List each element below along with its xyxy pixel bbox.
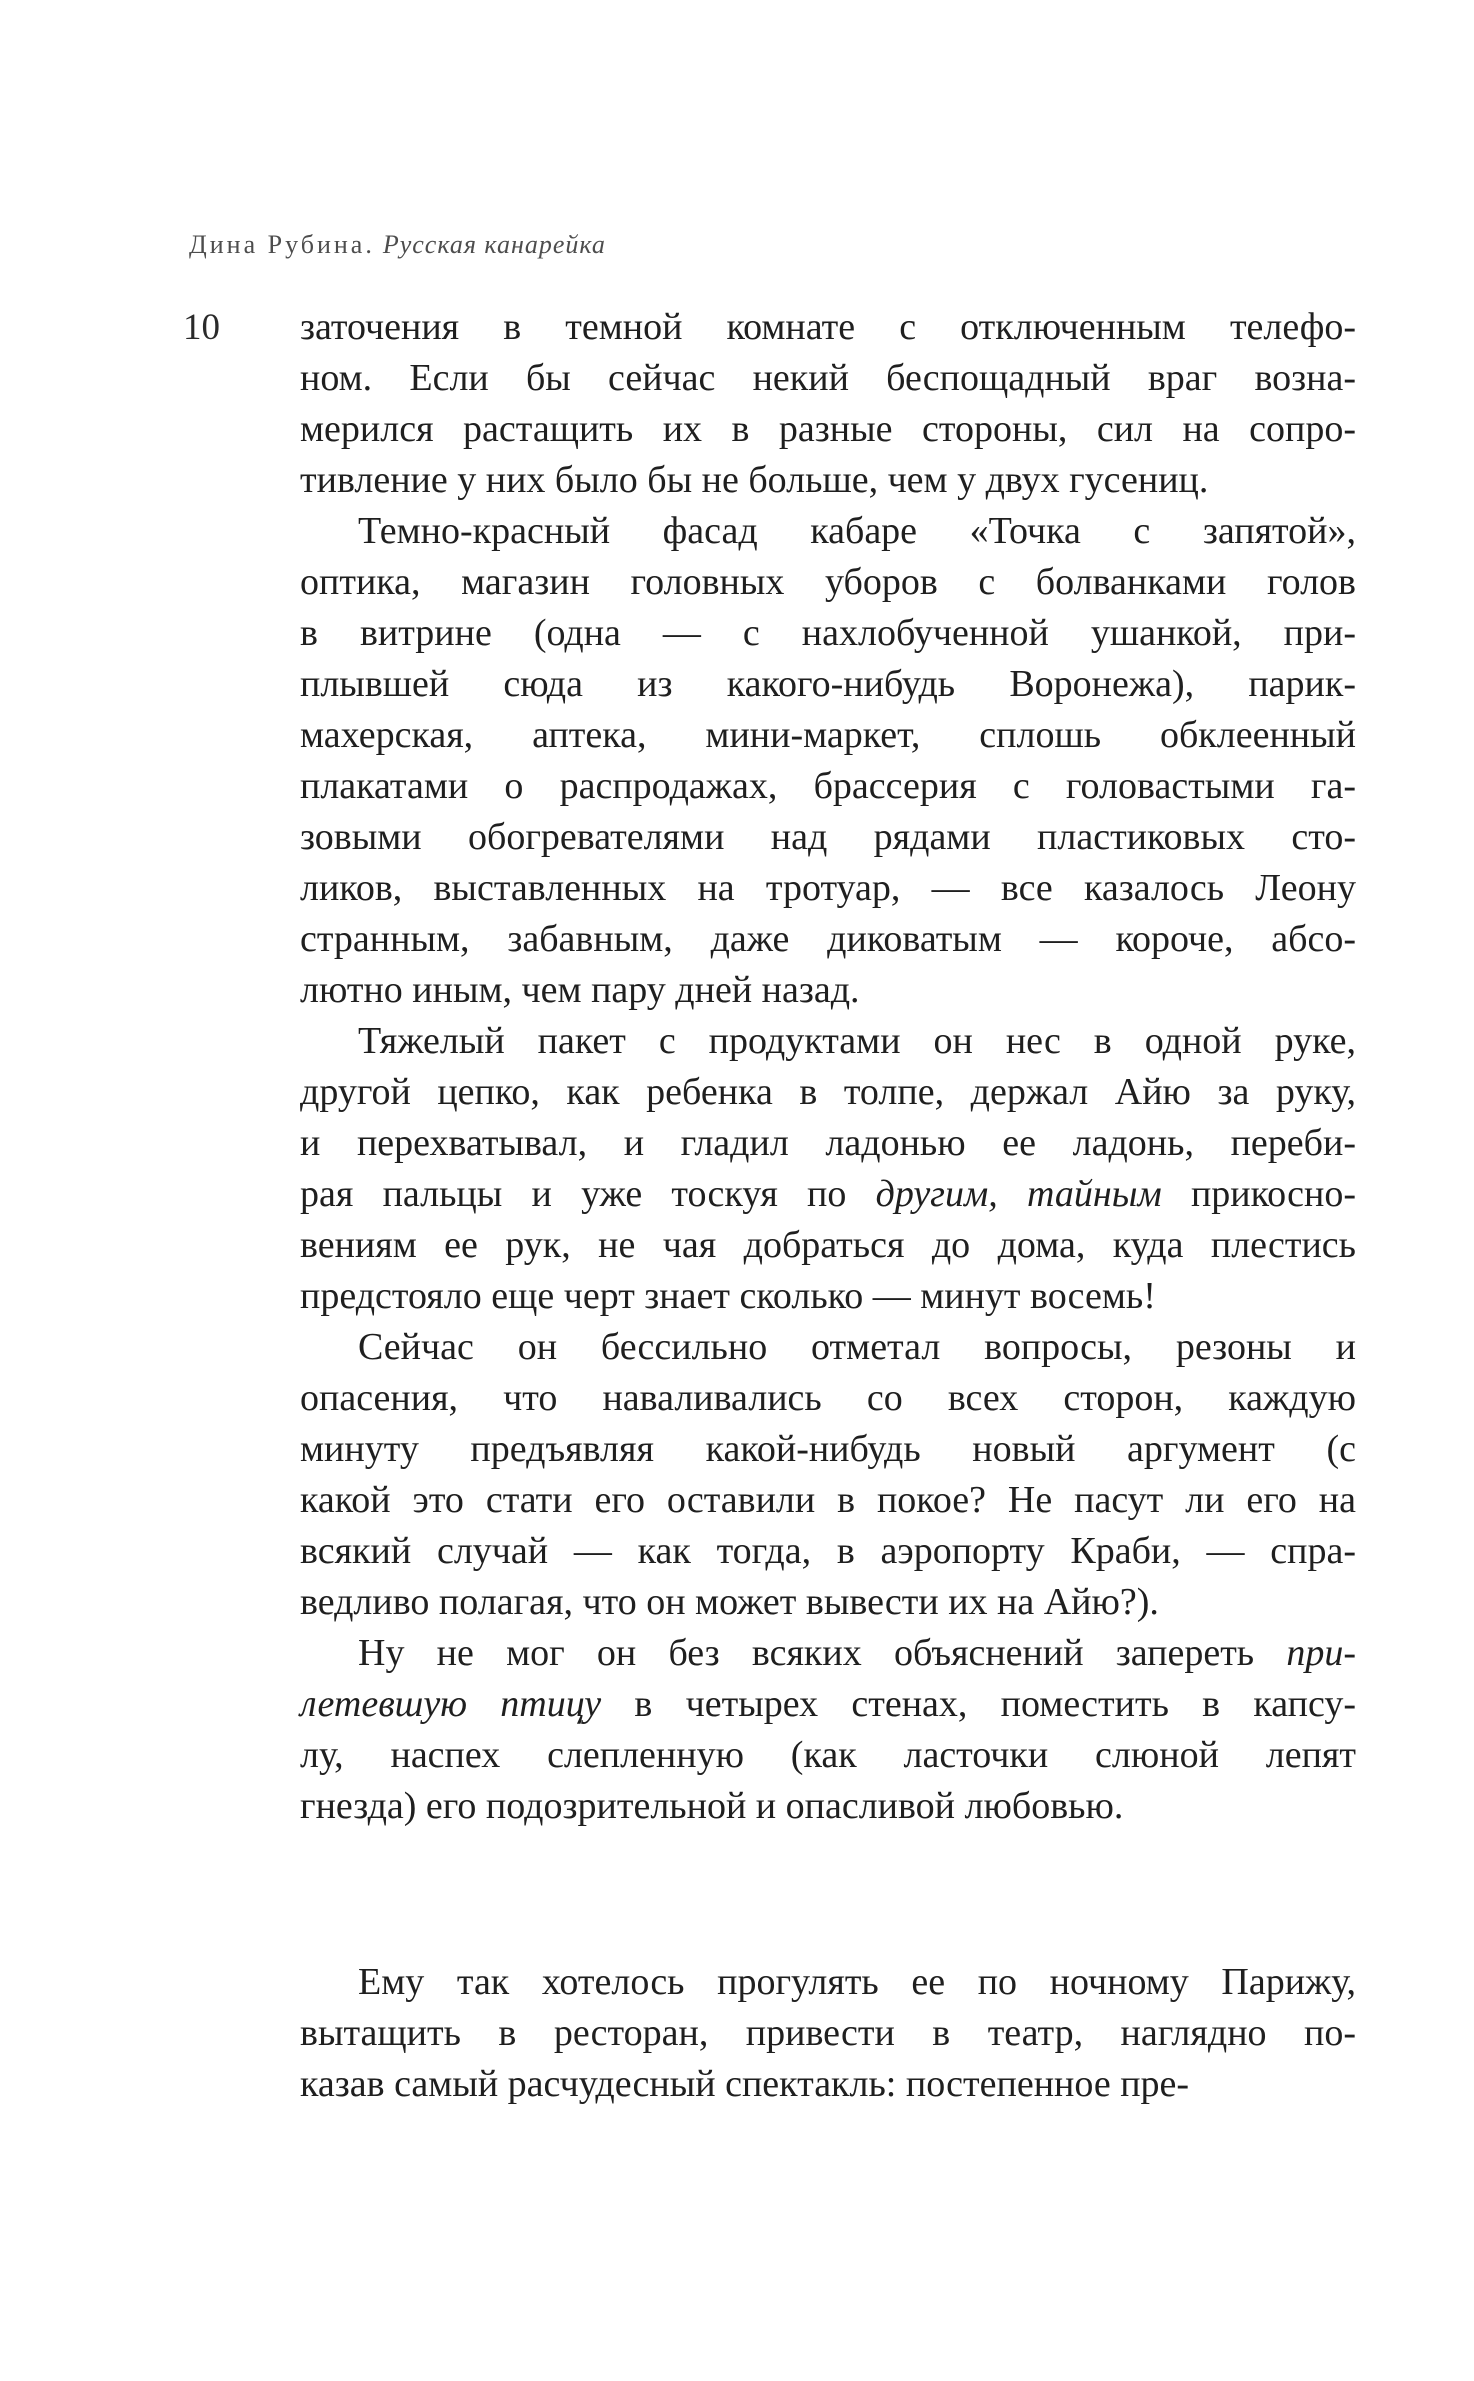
text-line: лютно иным, чем пару дней назад. (300, 969, 860, 1011)
text-line: другой цепко, как ребенка в толпе, держал Айю за руку, (300, 1071, 1356, 1113)
text-line: ведливо полагая, что он может вывести их на Айю?). (300, 1581, 1159, 1623)
text-line: рая пальцы и уже тоскуя по другим, тайным прикосно- (300, 1173, 1356, 1215)
text-line: вытащить в ресторан, привести в театр, наглядно по- (300, 2012, 1356, 2054)
text-line: махерская, аптека, мини-маркет, сплошь обклеенный (300, 714, 1356, 756)
text-line: ликов, выставленных на тротуар, — все казалось Леону (300, 867, 1356, 909)
text-line: Ему так хотелось прогулять ее по ночному Парижу, (358, 1961, 1356, 2003)
text-line: минуту предъявляя какой-нибудь новый аргумент (с (300, 1428, 1356, 1470)
text-line: и перехватывал, и гладил ладонью ее ладонь, переби- (300, 1122, 1356, 1164)
text-line: Ну не мог он без всяких объяснений запереть при- (358, 1632, 1356, 1674)
text-line: оптика, магазин головных уборов с болванками голов (300, 561, 1356, 603)
text-line: ном. Если бы сейчас некий беспощадный враг возна- (300, 357, 1356, 399)
header-author: Дина Рубина. (189, 230, 375, 259)
text-line: всякий случай — как тогда, в аэропорту Краби, — спра- (300, 1530, 1356, 1572)
text-line: Темно-красный фасад кабаре «Точка с запятой», (358, 510, 1356, 552)
paragraph (300, 302, 1356, 506)
paragraph (300, 1322, 1356, 1628)
text-line: Тяжелый пакет с продуктами он нес в одной руке, (358, 1020, 1356, 1062)
paragraph (300, 1016, 1356, 1322)
header-book-title: Русская канарейка (382, 230, 606, 259)
text-block (300, 302, 1356, 2110)
text-line: летевшую птицу в четырех стенах, поместить в капсу- (300, 1683, 1357, 1725)
text-line: тивление у них было бы не больше, чем у двух гусениц. (300, 459, 1209, 501)
text-line: какой это стати его оставили в покое? Не пасут ли его на (300, 1479, 1356, 1521)
paragraph (300, 1628, 1356, 1832)
text-line: заточения в темной комнате с отключенным телефо- (300, 306, 1356, 348)
running-header (189, 230, 606, 260)
paragraph (300, 506, 1356, 1016)
text-line: вениям ее рук, не чая добраться до дома, куда плестись (300, 1224, 1356, 1266)
text-line: лу, наспех слепленную (как ласточки слюной лепят (300, 1734, 1356, 1776)
page-number: 10 (183, 307, 220, 348)
text-line: гнезда) его подозрительной и опасливой любовью. (300, 1785, 1124, 1827)
text-line: странным, забавным, даже диковатым — короче, абсо- (300, 918, 1356, 960)
text-line: зовыми обогревателями над рядами пластиковых сто- (300, 816, 1356, 858)
text-line: в витрине (одна — с нахлобученной ушанкой, при- (300, 612, 1356, 654)
text-line: предстояло еще черт знает сколько — минут восемь! (300, 1275, 1156, 1317)
text-line: плывшей сюда из какого-нибудь Воронежа), парик- (300, 663, 1356, 705)
text-line: Сейчас он бессильно отметал вопросы, резоны и (358, 1326, 1356, 1368)
text-line: опасения, что наваливались со всех сторон, каждую (300, 1377, 1356, 1419)
text-line: мерился растащить их в разные стороны, сил на сопро- (300, 408, 1356, 450)
text-line: казав самый расчудесный спектакль: постепенное пре- (300, 2063, 1190, 2105)
paragraph (300, 1957, 1356, 2110)
text-line: плакатами о распродажах, брассерия с головастыми га- (300, 765, 1356, 807)
